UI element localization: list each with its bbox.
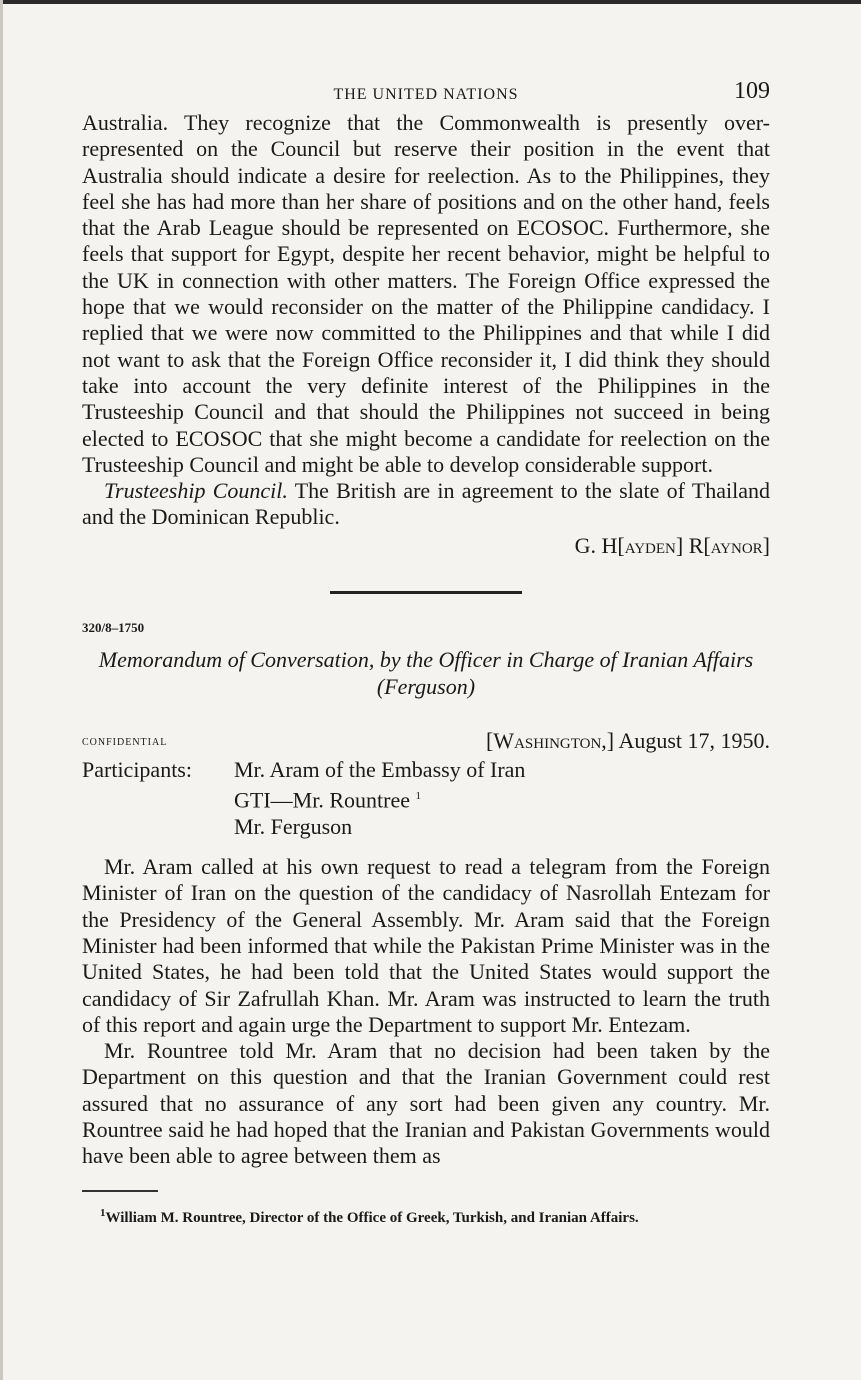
- participants-list: [234, 756, 525, 840]
- document-page: [82, 78, 770, 1227]
- file-number: 320/8–1750: [82, 619, 145, 635]
- footnote-text: William M. Rountree, Director of the Office of Greek, Turkish, and Iranian Affairs.: [105, 1209, 639, 1226]
- page-number: 109: [734, 78, 770, 104]
- participants-label: Participants:: [82, 756, 192, 782]
- participant-item: Mr. Aram of the Embassy of Iran: [234, 756, 526, 782]
- trusteeship-paragraph: [82, 478, 770, 531]
- body-paragraph: Mr. Rountree told Mr. Aram that no decision had been taken by the Department on this question and that the Iranian Government could rest assured that no assurance of any sort had been given any country. Mr. Rountree said he had hoped that the Iranian and Pakistan Governments would have been able to agree between them as: [82, 1038, 770, 1169]
- signature-part-3: ]: [762, 532, 770, 558]
- trusteeship-heading: Trusteeship Council.: [104, 478, 288, 504]
- body-paragraph: Mr. Aram called at his own request to read a telegram from the Foreign Minister of Iran on the question of the candidacy of Nasrollah Entezam for the Presidency of the General Assembly. Mr. Aram said that the Foreign Minister had been informed that while the Pakistan Prime Minister was in the United States, he had been told that the United States would support the candidacy of Sir Zafrullah Khan. Mr. Aram was instructed to learn the truth of this report and again urge the Department to support Mr. Entezam.: [82, 854, 770, 1037]
- section-divider: [330, 591, 522, 594]
- participant-item: Mr. Ferguson: [234, 814, 353, 840]
- signature-aynor: aynor: [710, 532, 763, 558]
- footnote-ref: 1: [415, 789, 421, 802]
- memo-title: Memorandum of Conversation, by the Officer in Charge of Iranian Affairs (Ferguson): [98, 646, 754, 699]
- footnote-marker: 1: [100, 1206, 106, 1219]
- participants-block: [82, 756, 770, 840]
- place-date: [486, 728, 770, 754]
- trusteeship-text: The British are in agreement to the slate of Thailand and the Dominican Republic.: [82, 478, 771, 530]
- place: [Washington,]: [485, 727, 615, 753]
- page-gutter-edge: [0, 0, 3, 1380]
- date: August 17, 1950.: [618, 727, 770, 753]
- top-border-line: [0, 0, 861, 4]
- footnote: [82, 1204, 770, 1227]
- footnote-rule: [82, 1190, 158, 1192]
- classification-row: [82, 728, 770, 754]
- signature-ayden: ayden: [624, 532, 676, 558]
- signature-part-1: G. H[: [574, 532, 625, 558]
- running-title: THE UNITED NATIONS: [333, 86, 519, 103]
- signature-part-2: ] R[: [675, 532, 711, 558]
- running-header: [82, 78, 770, 110]
- signature: [82, 533, 770, 559]
- continuation-paragraph: Australia. They recognize that the Commonwealth is presently over-represented on the Council but reserve their position in the event that Australia should indicate a desire for reelection. As to the Philippines, they feel she has had more than her share of positions and on the other hand, feels that the Arab League should be represented on ECOSOC. Furthermore, she feels that support for Egypt, despite her recent behavior, might be helpful to the UK in connection with other matters. The Foreign Office expressed the hope that we would reconsider on the matter of the Philippine candidacy. I replied that we were now committed to the Philippines and that while I did not want to ask that the Foreign Office reconsider it, I did think they should take into account the very definite interest of the Philippines in the Trusteeship Council and that should the Philippines not succeed in being elected to ECOSOC that she might become a candidate for reelection on the Trusteeship Council and might be able to develop considerable support.: [82, 110, 770, 477]
- classification-label: confidential: [82, 733, 168, 749]
- participant-item: GTI—Mr. Rountree $^1$: [234, 787, 421, 813]
